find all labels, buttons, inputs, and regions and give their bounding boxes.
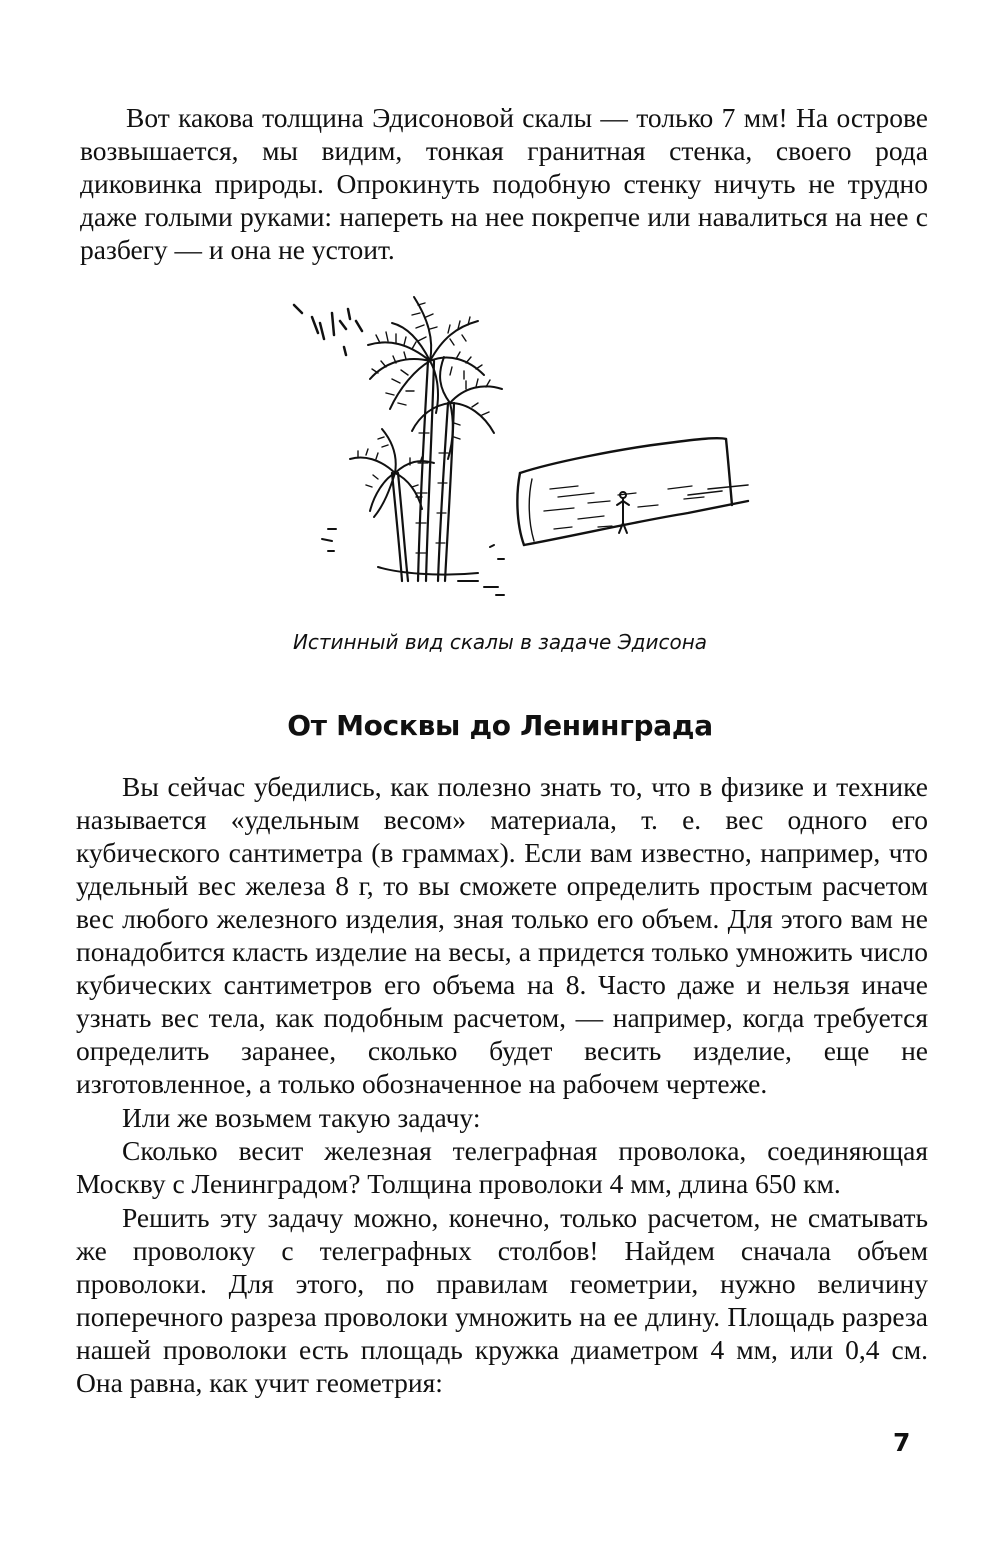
ground-sketch (322, 529, 504, 595)
paragraph-task-intro: Или же возьмем такую задачу: (122, 1102, 481, 1133)
paragraph-task: Сколько весит железная телеграфная проволока, соединяющая Москву с Ленинградом? Толщина проволоки 4 мм, длина 650 км. (76, 1135, 928, 1199)
thin-rock-wall (517, 438, 748, 545)
sun-rays-icon (294, 305, 362, 355)
paragraph-specific-weight: Вы сейчас убедились, как полезно знать то, что в физике и технике называется «удельным весом» материала, т. е. вес одного его кубического сантиметра (в граммах). Если вам известно, например, что удельный вес железа 8 г, то вы сможете определить простым расчетом вес любого железного изделия, зная только его объем. Для этого вам не понадобится класть изделие на весы, а придется только умножить число кубических сантиметров его объема на 8. Часто даже и нельзя иначе узнать вес тела, как подобным расчетом, — например, когда требуется определить заранее, сколько будет весить изделие, еще не изготовленное, а только обозначенное на рабочем чертеже. (76, 771, 928, 1099)
figure-caption: Истинный вид скалы в задаче Эдисона (292, 630, 708, 654)
paragraph-solution: Решить эту задачу можно, конечно, только расчетом, не сматывать же проволоку с телеграфных столбов! Найдем сначала объем проволоки. Для этого, по правилам геометрии, нужно величину поперечного разреза проволоки умножить на ее длину. Площадь разреза нашей проволоки есть площадь кружка диаметром 4 мм, или 0,4 см. Она равна, как учит геометрия: (76, 1202, 928, 1398)
paragraph-intro: Вот какова толщина Эдисоновой скалы — только 7 мм! На острове возвышается, мы видим, тонкая гранитная стенка, своего рода диковинка природы. Опрокинуть подобную стенку ничуть не трудно даже голыми руками: напереть на нее покрепче или навалиться на нее с разбегу — и она не устоит. (80, 102, 928, 265)
section-heading: От Москвы до Ленинграда (287, 709, 713, 742)
palm-trees-rock-wall-illustration (288, 283, 768, 603)
page-number: 7 (893, 1428, 911, 1457)
